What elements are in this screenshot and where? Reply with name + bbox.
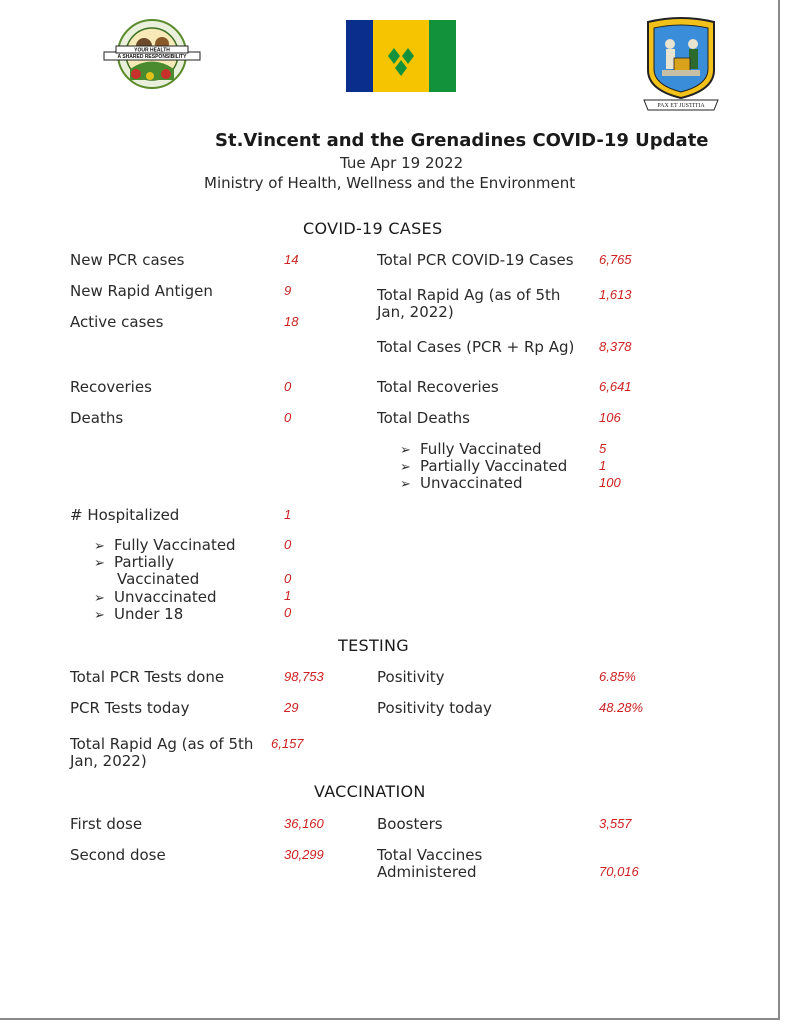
arrow-bullet-icon: ➢ bbox=[400, 460, 411, 475]
deaths-partially-vaccinated-label: Partially Vaccinated bbox=[420, 457, 568, 475]
total-deaths-label: Total Deaths bbox=[377, 409, 470, 427]
total-recoveries-value: 6,641 bbox=[599, 379, 632, 394]
arrow-bullet-icon: ➢ bbox=[400, 443, 411, 458]
deaths-label: Deaths bbox=[70, 409, 124, 427]
total-pcr-value: 6,765 bbox=[599, 252, 632, 267]
first-dose-label: First dose bbox=[70, 815, 143, 833]
positivity-value: 6.85% bbox=[599, 669, 636, 684]
recoveries-label: Recoveries bbox=[70, 378, 152, 396]
total-vaccines-label-1: Total Vaccines bbox=[377, 846, 483, 864]
boosters-label: Boosters bbox=[377, 815, 443, 833]
total-rapid-value: 1,613 bbox=[599, 287, 632, 302]
active-label: Active cases bbox=[70, 313, 164, 331]
new-rapid-value: 9 bbox=[284, 283, 292, 298]
deaths-unvaccinated-value: 100 bbox=[599, 475, 621, 490]
hosp-partially-label-1: Partially bbox=[114, 553, 175, 571]
hospitalized-label: # Hospitalized bbox=[70, 506, 180, 524]
section-vaccination-heading: VACCINATION bbox=[314, 782, 426, 801]
hosp-partially-value: 0 bbox=[284, 571, 292, 586]
active-value: 18 bbox=[284, 314, 299, 329]
hosp-partially-label-2: Vaccinated bbox=[117, 570, 200, 588]
deaths-unvaccinated-label: Unvaccinated bbox=[420, 474, 523, 492]
total-pcr-label: Total PCR COVID-19 Cases bbox=[377, 251, 574, 269]
hosp-unvaccinated-value: 1 bbox=[284, 588, 292, 603]
second-dose-value: 30,299 bbox=[284, 847, 324, 862]
total-pcr-tests-value: 98,753 bbox=[284, 669, 324, 684]
total-deaths-value: 106 bbox=[599, 410, 621, 425]
new-pcr-value: 14 bbox=[284, 252, 299, 267]
hosp-fully-vaccinated bbox=[94, 536, 236, 554]
pcr-tests-today-value: 29 bbox=[284, 700, 299, 715]
arrow-bullet-icon: ➢ bbox=[94, 556, 105, 571]
hosp-under18 bbox=[94, 605, 183, 623]
hosp-unvaccinated bbox=[94, 588, 217, 606]
deaths-fully-vaccinated-value: 5 bbox=[599, 441, 607, 456]
hosp-under18-label: Under 18 bbox=[114, 605, 184, 623]
positivity-label: Positivity bbox=[377, 668, 445, 686]
arrow-bullet-icon: ➢ bbox=[400, 477, 411, 492]
recoveries-value: 0 bbox=[284, 379, 292, 394]
deaths-partially-vaccinated bbox=[400, 457, 567, 475]
hosp-partially bbox=[94, 553, 174, 571]
total-recoveries-label: Total Recoveries bbox=[377, 378, 499, 396]
pcr-tests-today-label: PCR Tests today bbox=[70, 699, 190, 717]
total-rapid-label-2: Jan, 2022) bbox=[377, 303, 454, 321]
page-title: St.Vincent and the Grenadines COVID-19 Update bbox=[215, 130, 709, 151]
report-date: Tue Apr 19 2022 bbox=[340, 154, 464, 172]
new-pcr-label: New PCR cases bbox=[70, 251, 185, 269]
total-vaccines-value: 70,016 bbox=[599, 864, 639, 879]
total-cases-label: Total Cases (PCR + Rp Ag) bbox=[377, 338, 575, 356]
total-cases-value: 8,378 bbox=[599, 339, 632, 354]
health-logo bbox=[102, 14, 202, 100]
total-rapid-label-1: Total Rapid Ag (as of 5th bbox=[377, 286, 561, 304]
hosp-unvaccinated-label: Unvaccinated bbox=[114, 588, 217, 606]
first-dose-value: 36,160 bbox=[284, 816, 324, 831]
deaths-partially-vaccinated-value: 1 bbox=[599, 458, 607, 473]
ministry-name: Ministry of Health, Wellness and the Environment bbox=[204, 174, 576, 192]
testing-rapid-label-2: Jan, 2022) bbox=[70, 752, 147, 770]
testing-rapid-label-1: Total Rapid Ag (as of 5th bbox=[70, 735, 254, 753]
deaths-fully-vaccinated-label: Fully Vaccinated bbox=[420, 440, 542, 458]
section-cases-heading: COVID-19 CASES bbox=[303, 219, 443, 238]
deaths-value: 0 bbox=[284, 410, 292, 425]
hosp-under18-value: 0 bbox=[284, 605, 292, 620]
boosters-value: 3,557 bbox=[599, 816, 632, 831]
crest-motto: PAX ET JUSTITIA bbox=[657, 103, 705, 109]
arrow-bullet-icon: ➢ bbox=[94, 608, 105, 623]
hosp-fully-vaccinated-value: 0 bbox=[284, 537, 292, 552]
arrow-bullet-icon: ➢ bbox=[94, 591, 105, 606]
hosp-fully-vaccinated-label: Fully Vaccinated bbox=[114, 536, 236, 554]
second-dose-label: Second dose bbox=[70, 846, 166, 864]
positivity-today-value: 48.28% bbox=[599, 700, 644, 715]
total-vaccines-label-2: Administered bbox=[377, 863, 477, 881]
arrow-bullet-icon: ➢ bbox=[94, 539, 105, 554]
total-pcr-tests-label: Total PCR Tests done bbox=[70, 668, 225, 686]
svg-flag bbox=[346, 20, 456, 92]
deaths-fully-vaccinated bbox=[400, 440, 542, 458]
new-rapid-label: New Rapid Antigen bbox=[70, 282, 213, 300]
hospitalized-value: 1 bbox=[284, 507, 292, 522]
coat-of-arms bbox=[640, 14, 722, 112]
deaths-unvaccinated bbox=[400, 474, 523, 492]
positivity-today-label: Positivity today bbox=[377, 699, 492, 717]
logo-text-1: YOUR HEALTH bbox=[134, 47, 170, 54]
logo-text-2: A SHARED RESPONSIBILITY bbox=[117, 54, 187, 60]
testing-rapid-value: 6,157 bbox=[271, 736, 304, 751]
section-testing-heading: TESTING bbox=[338, 636, 409, 655]
